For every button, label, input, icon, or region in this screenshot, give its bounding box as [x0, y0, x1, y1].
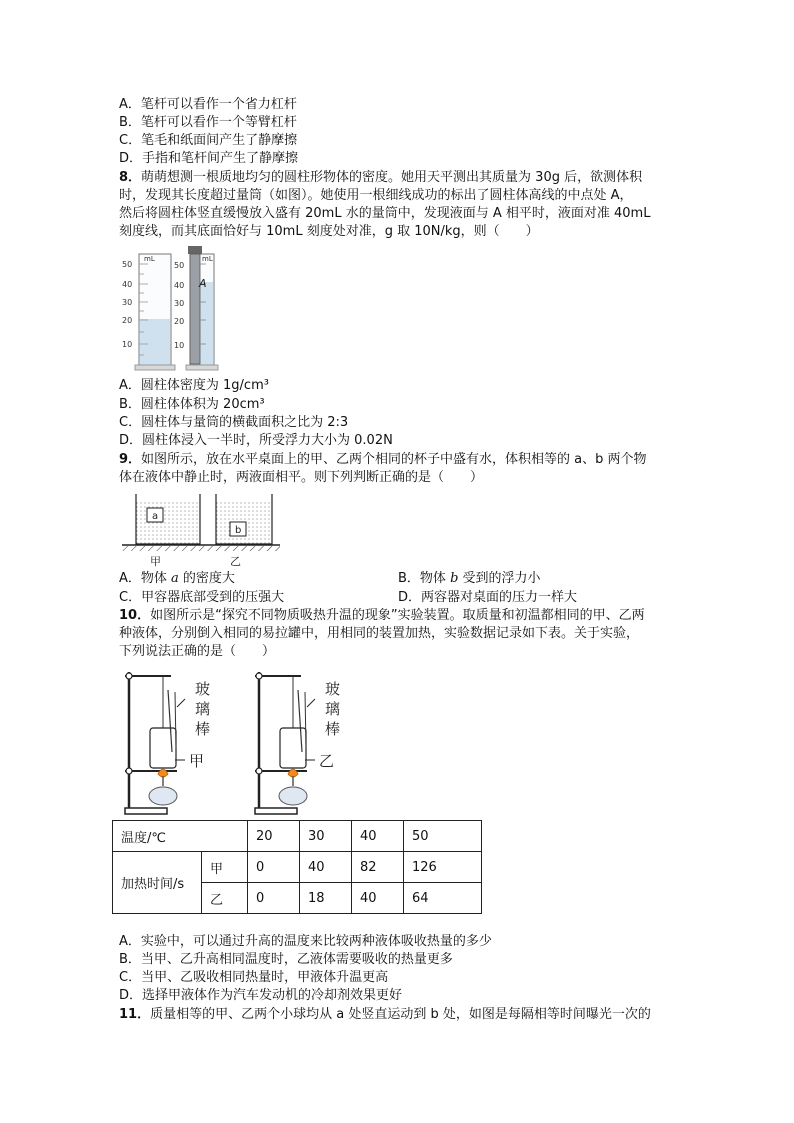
rod-label-1-char-1: 玻 — [195, 680, 211, 698]
yi-time-cell: 40 — [352, 883, 404, 914]
cyl-right-tick-10: 10 — [174, 341, 185, 350]
rod-label-2-char-2: 璃 — [325, 700, 341, 718]
q10-option-d: D．选择甲液体作为汽车发动机的冷却剂效果更好 — [119, 988, 403, 1003]
q8-number: 8． — [119, 170, 142, 185]
rod-label-1-char-2: 璃 — [195, 700, 211, 718]
q8-option-b: B．圆柱体体积为 20cm³ — [119, 397, 265, 412]
q7-option-b: B．笔杆可以看作一个等臂杠杆 — [119, 115, 297, 130]
q9-number: 9． — [119, 452, 142, 467]
q10-option-b: B．当甲、乙升高相同温度时，乙液体需要吸收的热量更多 — [119, 952, 453, 967]
temp-header: 温度/℃ — [113, 821, 248, 852]
cyl-midpoint-label: A — [199, 277, 207, 290]
jia-time-cell: 82 — [352, 852, 404, 883]
q10-option-c: C．当甲、乙吸收相同热量时，甲液体升温更高 — [119, 970, 389, 985]
apparatus-yi-label: 乙 — [319, 752, 335, 770]
cup-yi — [216, 494, 272, 544]
q11-number: 11． — [119, 1007, 151, 1022]
row-label-jia: 甲 — [202, 852, 248, 883]
q9-text-1: 如图所示，放在水平桌面上的甲、乙两个相同的杯子中盛有水，体积相等的 a、b 两个物 — [141, 452, 647, 467]
table-row — [113, 821, 482, 852]
cyl-right-tick-50: 50 — [174, 261, 185, 270]
cyl-left-tick-20: 20 — [122, 316, 133, 325]
time-header: 加热时间/s — [113, 852, 202, 914]
q10-text-1: 如图所示是“探究不同物质吸热升温的现象”实验装置。取质量和初温都相同的甲、乙两 — [150, 608, 645, 623]
cyl-right-tick-30: 30 — [174, 299, 185, 308]
cup-jia-label: 甲 — [150, 555, 161, 568]
q9-line-2: 体在液体中静止时，两液面相平。则下列判断正确的是（ ） — [119, 470, 484, 485]
q10-option-a: A．实验中，可以通过升高的温度来比较两种液体吸收热量的多少 — [119, 934, 492, 949]
q9-line-1 — [119, 451, 647, 469]
cup-yi-label: 乙 — [230, 555, 241, 568]
q10-number: 10． — [119, 608, 151, 623]
row-label-yi: 乙 — [202, 883, 248, 914]
q7-option-d: D．手指和笔杆间产生了静摩擦 — [119, 151, 299, 166]
q7-option-a: A．笔杆可以看作一个省力杠杆 — [119, 97, 297, 112]
yi-time-cell: 0 — [248, 883, 300, 914]
apparatus-jia — [125, 672, 210, 814]
q10-data-table — [112, 820, 482, 914]
q8-line-1 — [119, 169, 642, 187]
yi-time-cell: 18 — [300, 883, 352, 914]
yi-time-cell: 64 — [404, 883, 482, 914]
temp-cell: 40 — [352, 821, 404, 852]
q8-line-3: 然后将圆柱体竖直缓慢放入盛有 20mL 水的量筒中，发现液面与 A 相平时，液面对准 40mL — [119, 206, 651, 221]
apparatus-jia-label: 甲 — [189, 752, 205, 770]
q7-option-c: C．笔毛和纸面间产生了静摩擦 — [119, 133, 298, 148]
object-a-label: a — [152, 511, 159, 522]
q8-line-4: 刻度线，而其底面恰好与 10mL 刻度处对准，g 取 10N/kg，则（ ） — [119, 224, 539, 239]
q8-option-d: D．圆柱体浸入一半时，所受浮力大小为 0.02N — [119, 433, 393, 448]
cup-jia — [136, 494, 200, 544]
q9-option-b: B．物体 b 受到的浮力小 — [398, 571, 541, 586]
rod-label-1-char-3: 棒 — [195, 720, 211, 738]
graduated-cylinder-right — [174, 246, 218, 370]
q8-cylinder-figure — [118, 244, 222, 374]
q10-line-3: 下列说法正确的是（ ） — [119, 644, 276, 659]
temp-cell: 30 — [300, 821, 352, 852]
jia-time-cell: 126 — [404, 852, 482, 883]
cyl-left-tick-40: 40 — [122, 280, 133, 289]
cyl-right-unit: mL — [202, 255, 213, 263]
jia-time-cell: 40 — [300, 852, 352, 883]
cyl-left-unit: mL — [144, 255, 155, 263]
rod-label-2-char-1: 玻 — [325, 680, 341, 698]
temp-cell: 20 — [248, 821, 300, 852]
graduated-cylinder-left — [122, 254, 175, 370]
cyl-right-tick-40: 40 — [174, 281, 185, 290]
q8-line-2: 时，发现其长度超过量筒（如图）。她使用一根细线成功的标出了圆柱体高线的中点处 A， — [119, 188, 633, 203]
q8-text-1: 萌萌想测一根质地均匀的圆柱形物体的密度。她用天平测出其质量为 30g 后，欲测体积 — [141, 170, 643, 185]
object-b-label: b — [235, 525, 242, 536]
q9-cups-figure — [120, 494, 280, 568]
cyl-left-tick-50: 50 — [122, 260, 133, 269]
q11-line-1 — [119, 1006, 651, 1024]
rod-label-2-char-3: 棒 — [325, 720, 341, 738]
q10-heating-setup-figure — [113, 668, 363, 818]
q10-line-1 — [119, 607, 645, 625]
cyl-right-tick-20: 20 — [174, 317, 185, 326]
cyl-left-tick-30: 30 — [122, 298, 133, 307]
q11-text-1: 质量相等的甲、乙两个小球均从 a 处竖直运动到 b 处，如图是每隔相等时间曝光一次的 — [150, 1007, 651, 1022]
jia-time-cell: 0 — [248, 852, 300, 883]
q8-option-a: A．圆柱体密度为 1g/cm³ — [119, 378, 269, 393]
q9-option-c: C．甲容器底部受到的压强大 — [119, 590, 285, 605]
table-row — [113, 852, 482, 883]
cyl-left-tick-10: 10 — [122, 340, 133, 349]
q9-option-a: A．物体 a 的密度大 — [119, 571, 235, 586]
q8-option-c: C．圆柱体与量筒的横截面积之比为 2:3 — [119, 415, 349, 430]
q9-option-d: D．两容器对桌面的压力一样大 — [398, 590, 578, 605]
q10-line-2: 种液体，分别倒入相同的易拉罐中，用相同的装置加热，实验数据记录如下表。关于实验， — [119, 626, 640, 641]
apparatus-yi — [255, 672, 340, 814]
temp-cell: 50 — [404, 821, 482, 852]
